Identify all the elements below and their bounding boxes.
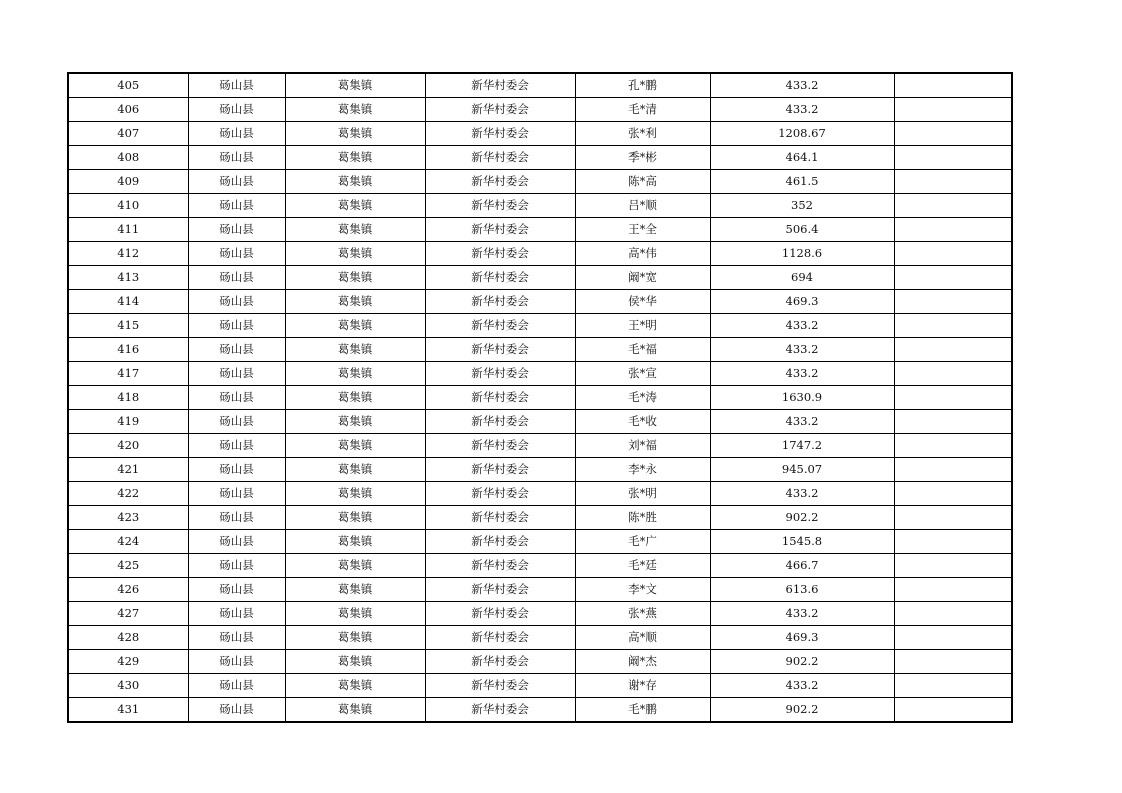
table-row (68, 578, 1012, 602)
row-number-cell: 421 (68, 458, 188, 482)
table-row (68, 458, 1012, 482)
amount-cell: 461.5 (710, 170, 894, 194)
remark-cell (894, 554, 1012, 578)
remark-cell (894, 602, 1012, 626)
name-cell: 毛*福 (575, 338, 710, 362)
roster-table-body (68, 73, 1012, 722)
table-row (68, 266, 1012, 290)
name-cell: 李*文 (575, 578, 710, 602)
county-cell: 砀山县 (188, 506, 285, 530)
county-cell: 砀山县 (188, 242, 285, 266)
table-row (68, 194, 1012, 218)
village-committee-cell: 新华村委会 (425, 410, 575, 434)
name-cell: 毛*广 (575, 530, 710, 554)
table-row (68, 650, 1012, 674)
remark-cell (894, 530, 1012, 554)
town-cell: 葛集镇 (285, 650, 425, 674)
name-cell: 张*宣 (575, 362, 710, 386)
amount-cell: 433.2 (710, 482, 894, 506)
row-number-cell: 412 (68, 242, 188, 266)
amount-cell: 1630.9 (710, 386, 894, 410)
village-committee-cell: 新华村委会 (425, 386, 575, 410)
name-cell: 王*明 (575, 314, 710, 338)
table-row (68, 98, 1012, 122)
row-number-cell: 419 (68, 410, 188, 434)
town-cell: 葛集镇 (285, 290, 425, 314)
name-cell: 张*燕 (575, 602, 710, 626)
village-committee-cell: 新华村委会 (425, 578, 575, 602)
county-cell: 砀山县 (188, 362, 285, 386)
row-number-cell: 430 (68, 674, 188, 698)
table-row (68, 602, 1012, 626)
town-cell: 葛集镇 (285, 698, 425, 723)
county-cell: 砀山县 (188, 626, 285, 650)
village-committee-cell: 新华村委会 (425, 122, 575, 146)
village-committee-cell: 新华村委会 (425, 458, 575, 482)
village-committee-cell: 新华村委会 (425, 242, 575, 266)
remark-cell (894, 674, 1012, 698)
name-cell: 吕*顺 (575, 194, 710, 218)
row-number-cell: 424 (68, 530, 188, 554)
county-cell: 砀山县 (188, 170, 285, 194)
town-cell: 葛集镇 (285, 554, 425, 578)
county-cell: 砀山县 (188, 266, 285, 290)
amount-cell: 902.2 (710, 650, 894, 674)
row-number-cell: 413 (68, 266, 188, 290)
village-committee-cell: 新华村委会 (425, 338, 575, 362)
village-committee-cell: 新华村委会 (425, 626, 575, 650)
row-number-cell: 411 (68, 218, 188, 242)
remark-cell (894, 458, 1012, 482)
village-committee-cell: 新华村委会 (425, 98, 575, 122)
amount-cell: 902.2 (710, 698, 894, 723)
village-committee-cell: 新华村委会 (425, 170, 575, 194)
county-cell: 砀山县 (188, 314, 285, 338)
name-cell: 陈*高 (575, 170, 710, 194)
table-row (68, 506, 1012, 530)
amount-cell: 902.2 (710, 506, 894, 530)
county-cell: 砀山县 (188, 602, 285, 626)
table-row (68, 218, 1012, 242)
table-row (68, 122, 1012, 146)
remark-cell (894, 242, 1012, 266)
amount-cell: 1128.6 (710, 242, 894, 266)
row-number-cell: 420 (68, 434, 188, 458)
table-row (68, 290, 1012, 314)
county-cell: 砀山县 (188, 146, 285, 170)
name-cell: 侯*华 (575, 290, 710, 314)
amount-cell: 469.3 (710, 626, 894, 650)
county-cell: 砀山县 (188, 98, 285, 122)
county-cell: 砀山县 (188, 482, 285, 506)
town-cell: 葛集镇 (285, 218, 425, 242)
table-row (68, 338, 1012, 362)
county-cell: 砀山县 (188, 290, 285, 314)
row-number-cell: 414 (68, 290, 188, 314)
row-number-cell: 418 (68, 386, 188, 410)
county-cell: 砀山县 (188, 530, 285, 554)
table-row (68, 530, 1012, 554)
name-cell: 张*利 (575, 122, 710, 146)
town-cell: 葛集镇 (285, 98, 425, 122)
county-cell: 砀山县 (188, 338, 285, 362)
table-row (68, 73, 1012, 98)
village-committee-cell: 新华村委会 (425, 506, 575, 530)
remark-cell (894, 362, 1012, 386)
remark-cell (894, 73, 1012, 98)
village-committee-cell: 新华村委会 (425, 218, 575, 242)
town-cell: 葛集镇 (285, 578, 425, 602)
county-cell: 砀山县 (188, 218, 285, 242)
table-row (68, 554, 1012, 578)
village-committee-cell: 新华村委会 (425, 266, 575, 290)
village-committee-cell: 新华村委会 (425, 194, 575, 218)
amount-cell: 506.4 (710, 218, 894, 242)
remark-cell (894, 314, 1012, 338)
table-row (68, 386, 1012, 410)
village-committee-cell: 新华村委会 (425, 73, 575, 98)
row-number-cell: 427 (68, 602, 188, 626)
town-cell: 葛集镇 (285, 506, 425, 530)
amount-cell: 433.2 (710, 362, 894, 386)
name-cell: 张*明 (575, 482, 710, 506)
amount-cell: 469.3 (710, 290, 894, 314)
county-cell: 砀山县 (188, 674, 285, 698)
town-cell: 葛集镇 (285, 434, 425, 458)
amount-cell: 464.1 (710, 146, 894, 170)
village-committee-cell: 新华村委会 (425, 314, 575, 338)
remark-cell (894, 218, 1012, 242)
amount-cell: 613.6 (710, 578, 894, 602)
amount-cell: 433.2 (710, 602, 894, 626)
row-number-cell: 426 (68, 578, 188, 602)
table-row (68, 674, 1012, 698)
amount-cell: 433.2 (710, 410, 894, 434)
remark-cell (894, 338, 1012, 362)
row-number-cell: 423 (68, 506, 188, 530)
town-cell: 葛集镇 (285, 674, 425, 698)
county-cell: 砀山县 (188, 458, 285, 482)
name-cell: 李*永 (575, 458, 710, 482)
remark-cell (894, 410, 1012, 434)
county-cell: 砀山县 (188, 410, 285, 434)
amount-cell: 433.2 (710, 98, 894, 122)
amount-cell: 1208.67 (710, 122, 894, 146)
remark-cell (894, 506, 1012, 530)
county-cell: 砀山县 (188, 73, 285, 98)
town-cell: 葛集镇 (285, 146, 425, 170)
table-row (68, 626, 1012, 650)
remark-cell (894, 386, 1012, 410)
row-number-cell: 428 (68, 626, 188, 650)
table-row (68, 362, 1012, 386)
town-cell: 葛集镇 (285, 482, 425, 506)
name-cell: 毛*收 (575, 410, 710, 434)
name-cell: 毛*涛 (575, 386, 710, 410)
village-committee-cell: 新华村委会 (425, 554, 575, 578)
remark-cell (894, 578, 1012, 602)
village-committee-cell: 新华村委会 (425, 482, 575, 506)
town-cell: 葛集镇 (285, 626, 425, 650)
row-number-cell: 431 (68, 698, 188, 723)
remark-cell (894, 434, 1012, 458)
amount-cell: 433.2 (710, 73, 894, 98)
county-cell: 砀山县 (188, 698, 285, 723)
town-cell: 葛集镇 (285, 266, 425, 290)
row-number-cell: 416 (68, 338, 188, 362)
remark-cell (894, 194, 1012, 218)
amount-cell: 1747.2 (710, 434, 894, 458)
table-row (68, 170, 1012, 194)
county-cell: 砀山县 (188, 434, 285, 458)
row-number-cell: 415 (68, 314, 188, 338)
name-cell: 毛*清 (575, 98, 710, 122)
town-cell: 葛集镇 (285, 362, 425, 386)
amount-cell: 1545.8 (710, 530, 894, 554)
county-cell: 砀山县 (188, 554, 285, 578)
name-cell: 季*彬 (575, 146, 710, 170)
row-number-cell: 406 (68, 98, 188, 122)
table-row (68, 314, 1012, 338)
name-cell: 毛*廷 (575, 554, 710, 578)
name-cell: 孔*鹏 (575, 73, 710, 98)
roster-table (67, 72, 1013, 723)
table-row (68, 698, 1012, 723)
town-cell: 葛集镇 (285, 242, 425, 266)
town-cell: 葛集镇 (285, 314, 425, 338)
row-number-cell: 422 (68, 482, 188, 506)
village-committee-cell: 新华村委会 (425, 650, 575, 674)
row-number-cell: 408 (68, 146, 188, 170)
remark-cell (894, 266, 1012, 290)
amount-cell: 466.7 (710, 554, 894, 578)
table-row (68, 482, 1012, 506)
remark-cell (894, 98, 1012, 122)
name-cell: 高*顺 (575, 626, 710, 650)
village-committee-cell: 新华村委会 (425, 602, 575, 626)
name-cell: 王*全 (575, 218, 710, 242)
village-committee-cell: 新华村委会 (425, 146, 575, 170)
town-cell: 葛集镇 (285, 170, 425, 194)
town-cell: 葛集镇 (285, 602, 425, 626)
remark-cell (894, 122, 1012, 146)
row-number-cell: 405 (68, 73, 188, 98)
town-cell: 葛集镇 (285, 458, 425, 482)
remark-cell (894, 146, 1012, 170)
town-cell: 葛集镇 (285, 338, 425, 362)
remark-cell (894, 650, 1012, 674)
amount-cell: 433.2 (710, 338, 894, 362)
row-number-cell: 425 (68, 554, 188, 578)
amount-cell: 694 (710, 266, 894, 290)
remark-cell (894, 482, 1012, 506)
remark-cell (894, 626, 1012, 650)
amount-cell: 433.2 (710, 314, 894, 338)
remark-cell (894, 698, 1012, 723)
table-row (68, 146, 1012, 170)
row-number-cell: 407 (68, 122, 188, 146)
name-cell: 阚*宽 (575, 266, 710, 290)
village-committee-cell: 新华村委会 (425, 530, 575, 554)
table-row (68, 434, 1012, 458)
county-cell: 砀山县 (188, 386, 285, 410)
table-row (68, 410, 1012, 434)
village-committee-cell: 新华村委会 (425, 290, 575, 314)
name-cell: 阚*杰 (575, 650, 710, 674)
name-cell: 毛*鹏 (575, 698, 710, 723)
town-cell: 葛集镇 (285, 386, 425, 410)
county-cell: 砀山县 (188, 194, 285, 218)
name-cell: 陈*胜 (575, 506, 710, 530)
county-cell: 砀山县 (188, 122, 285, 146)
amount-cell: 433.2 (710, 674, 894, 698)
row-number-cell: 429 (68, 650, 188, 674)
town-cell: 葛集镇 (285, 73, 425, 98)
row-number-cell: 417 (68, 362, 188, 386)
remark-cell (894, 290, 1012, 314)
amount-cell: 352 (710, 194, 894, 218)
county-cell: 砀山县 (188, 578, 285, 602)
town-cell: 葛集镇 (285, 194, 425, 218)
village-committee-cell: 新华村委会 (425, 674, 575, 698)
village-committee-cell: 新华村委会 (425, 362, 575, 386)
name-cell: 高*伟 (575, 242, 710, 266)
name-cell: 刘*福 (575, 434, 710, 458)
remark-cell (894, 170, 1012, 194)
village-committee-cell: 新华村委会 (425, 434, 575, 458)
village-committee-cell: 新华村委会 (425, 698, 575, 723)
town-cell: 葛集镇 (285, 122, 425, 146)
town-cell: 葛集镇 (285, 410, 425, 434)
county-cell: 砀山县 (188, 650, 285, 674)
row-number-cell: 410 (68, 194, 188, 218)
row-number-cell: 409 (68, 170, 188, 194)
table-row (68, 242, 1012, 266)
amount-cell: 945.07 (710, 458, 894, 482)
name-cell: 谢*存 (575, 674, 710, 698)
town-cell: 葛集镇 (285, 530, 425, 554)
